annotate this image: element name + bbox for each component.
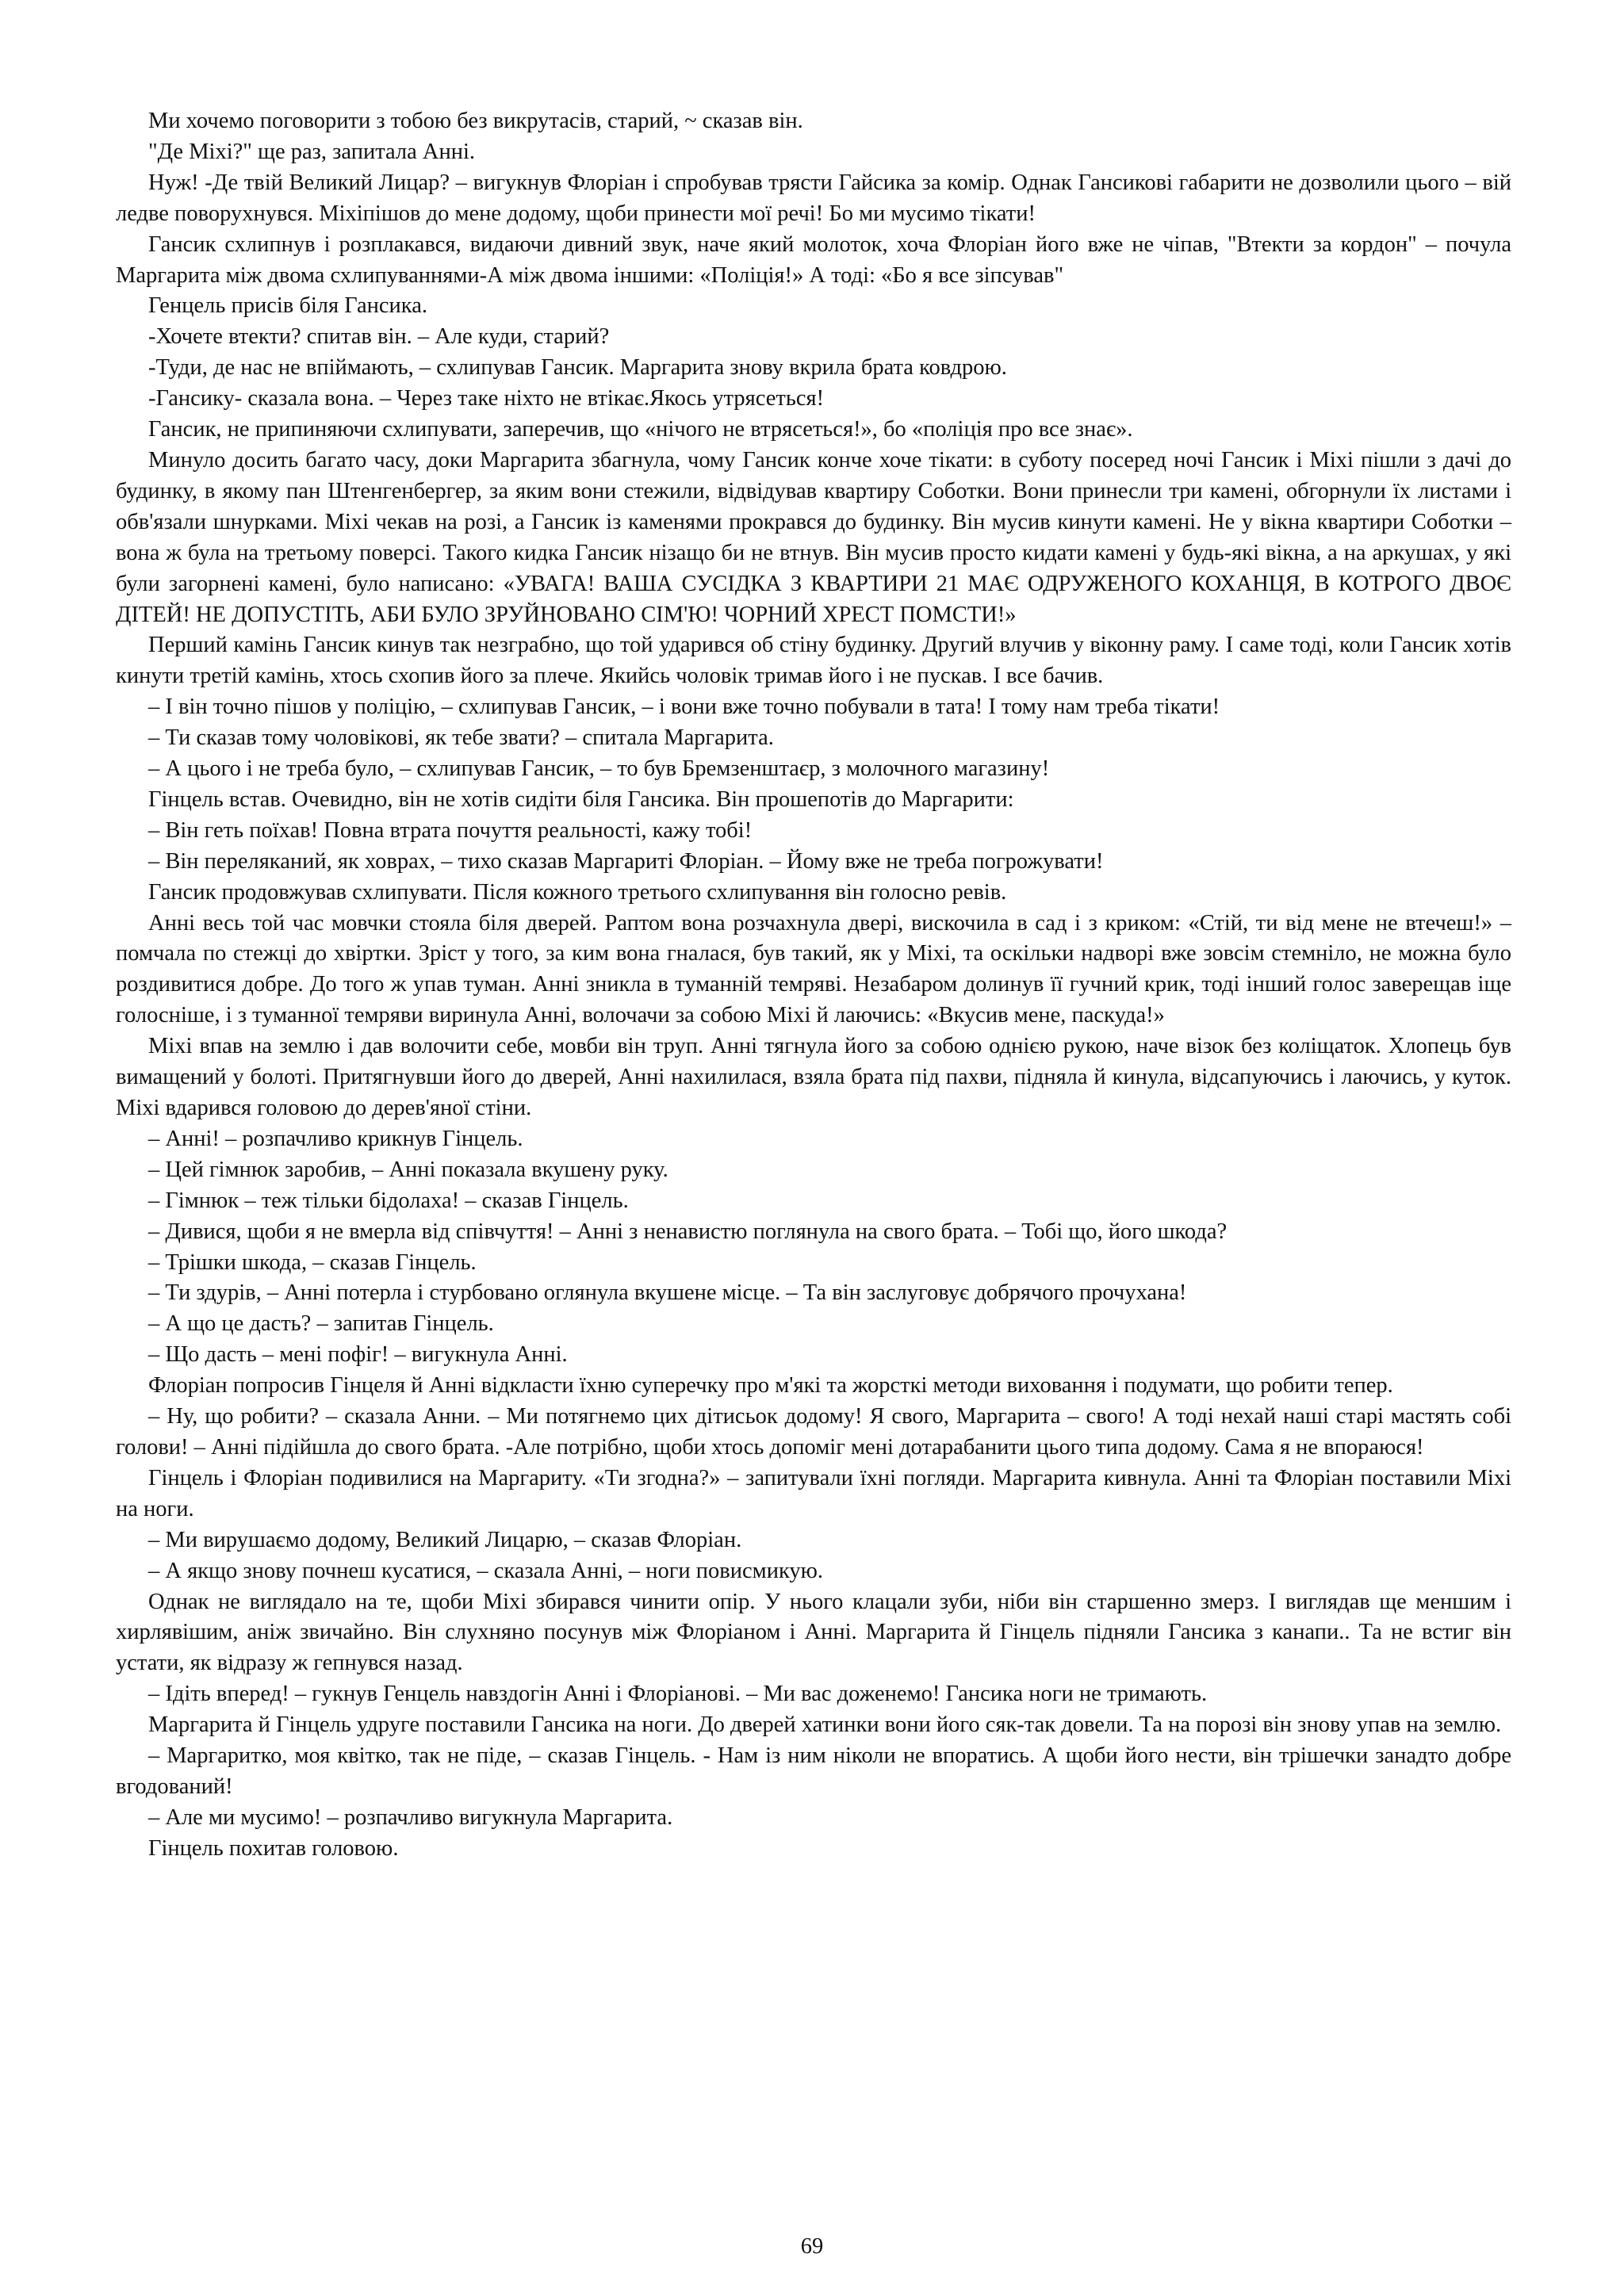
paragraph: Гінцель і Флоріан подивилися на Маргариту. «Ти згодна?» – запитували їхні погляди. Маргарита кивнула. Анні та Флоріан поставили Міхі на ноги.	[116, 1465, 1511, 1521]
paragraph: – Він геть поїхав! Повна втрата почуття реальності, кажу тобі!	[148, 817, 753, 843]
paragraph: – Що дасть – мені пофіг! – вигукнула Анні.	[148, 1342, 568, 1368]
paragraph: Нуж! -Де твій Великий Лицар? – вигукнув Флоріан і спробував трясти Гайсика за комір. Однак Гансикові габарити не дозволили цього – вій ледве поворухнувся. Міхіпішов до мене додому, щоби принести мої речі! Бо ми мусимо тікати!	[116, 170, 1511, 226]
paragraph: – Ти здурів, – Анні потерла і стурбовано оглянула вкушене місце. – Та він заслуговує добрячого прочухана!	[148, 1280, 1187, 1306]
paragraph: – Анні! – розпачливо крикнув Гінцель.	[148, 1126, 523, 1151]
paragraph: – І він точно пішов у поліцію, – схлипував Гансик, – і вони вже точно побували в тата! І тому нам треба тікати!	[148, 695, 1220, 720]
page-number: 69	[800, 2234, 824, 2259]
paragraph: Гінцель похитав головою.	[148, 1835, 399, 1861]
paragraph: – Він переляканий, як ховрах, – тихо сказав Маргариті Флоріан. – Йому вже не треба погрожувати!	[148, 848, 1104, 874]
paragraph: -Гансику- сказала вона. – Через таке ніхто не втікає.Якось утрясеться!	[148, 386, 825, 411]
paragraph: Анні весь той час мовчки стояла біля дверей. Раптом вона розчахнула двері, вискочила в сад і з криком: «Стій, ти від мене не втечеш!» – помчала по стежці до хвіртки. Зріст у того, за ким вона гналася, був такий, як у Міхі, та оскільки надворі вже зовсім стемніло, не можна було роздивитися добре. До того ж упав туман. Анні зникла в туманній темряві. Незабаром долинув її гучний крик, тоді інший голос заверещав іще голосніше, і з туманної темряви виринула Анні, волочачи за собою Міхі й лаючись: «Вкусив мене, паскуда!»	[116, 910, 1511, 1028]
paragraph: – Гімнюк – теж тільки бідолаха! – сказав Гінцель.	[148, 1188, 629, 1213]
paragraph: Гансик схлипнув і розплакався, видаючи дивний звук, наче який молоток, хоча Флоріан його вже не чіпав, "Втекти за кордон" – почула Маргарита між двома схлипуваннями-А між двома іншими: «Поліція!» А тоді: «Бо я все зіпсував"	[116, 232, 1511, 288]
paragraph: Гансик, не припиняючи схлипувати, заперечив, що «нічого не втрясеться!», бо «поліція про все знає».	[148, 417, 1133, 442]
paragraph: – Трішки шкода, – сказав Гінцель.	[148, 1249, 477, 1275]
paragraph: Міхі впав на землю і дав волочити себе, мовби він труп. Анні тягнула його за собою однією рукою, наче візок без коліщаток. Хлопець був вимащений у болоті. Притягнувши його до дверей, Анні нахилилася, взяла брата під пахви, підняла й кинула, відсапуючись і лаючись, у куток. Міхі вдарився головою до дерев'яної стіни.	[116, 1034, 1511, 1120]
paragraph: – Ми вирушаємо додому, Великий Лицарю, – сказав Флоріан.	[148, 1527, 742, 1552]
paragraph: Ми хочемо поговорити з тобою без викрутасів, старий, ~ сказав він.	[148, 109, 803, 133]
paragraph: Генцель присів біля Гансика.	[148, 293, 427, 319]
paragraph: -Туди, де нас не впіймають, – схлипував Гансик. Маргарита знову вкрила брата ковдрою.	[148, 355, 1007, 381]
paragraph: – А цього і не треба було, – схлипував Гансик, – то був Бремзенштаєр, з молочного магазину!	[148, 756, 1050, 782]
paragraph: Минуло досить багато часу, доки Маргарита збагнула, чому Гансик конче хоче тікати: в суботу посеред ночі Гансик і Міхі пішли з дачі до будинку, в якому пан Штенгенбергер, за яким вони стежили, відвідував квартиру Соботки. Вони принесли три камені, обгорнули їх листами і обв'язали шнурками. Міхі чекав на розі, а Гансик із каменями прокрався до будинку. Він мусив кинути камені. Не у вікна квартири Соботки – вона ж була на третьому поверсі. Такого кидка Гансик нізащо би не втнув. Він мусив просто кидати камені у будь-які вікна, а на аркушах, у які були загорнені камені, було написано: «УВАГА! ВАША СУСІДКА З КВАРТИРИ 21 МАЄ ОДРУЖЕНОГО КОХАНЦЯ, В КОТРОГО ДВОЄ ДІТЕЙ! НЕ ДОПУСТІТЬ, АБИ БУЛО ЗРУЙНОВАНО СІМ'Ю! ЧОРНИЙ ХРЕСТ ПОМСТИ!»	[116, 447, 1511, 627]
body-text	[116, 106, 1511, 1865]
paragraph: Перший камінь Гансик кинув так незграбно, що той ударився об стіну будинку. Другий влучив у віконну раму. І саме тоді, коли Гансик хотів кинути третій камінь, хтось схопив його за плече. Якийсь чоловік тримав його і не пускав. І все бачив.	[116, 633, 1511, 689]
paragraph: – Ідіть вперед! – гукнув Генцель навздогін Анні і Флоріанові. – Ми вас доженемо! Гансика ноги не тримають.	[148, 1682, 1208, 1707]
paragraph: – А якщо знову почнеш кусатися, – сказала Анні, – ноги повисмикую.	[148, 1558, 824, 1583]
paragraph: – Ти сказав тому чоловікові, як тебе звати? – спитала Маргарита.	[148, 725, 774, 751]
paragraph: Гінцель встав. Очевидно, він не хотів сидіти біля Гансика. Він прошепотів до Маргарити:	[148, 786, 1014, 812]
paragraph: Флоріан попросив Гінцеля й Анні відкласти їхню суперечку про м'які та жорсткі методи виховання і подумати, що робити тепер.	[148, 1373, 1393, 1399]
paragraph: -Хочете втекти? спитав він. – Але куди, старий?	[148, 324, 610, 350]
paragraph: "Де Міхі?" ще раз, запитала Анні.	[148, 139, 476, 164]
paragraph: Маргарита й Гінцель удруге поставили Гансика на ноги. До дверей хатинки вони його сяк-так довели. Та на порозі він знову упав на землю.	[148, 1712, 1502, 1738]
paragraph: – Але ми мусимо! – розпачливо вигукнула Маргарита.	[148, 1804, 673, 1830]
paragraph: – А що це дасть? – запитав Гінцель.	[148, 1311, 494, 1337]
paragraph: – Цей гімнюк заробив, – Анні показала вкушену руку.	[148, 1157, 668, 1182]
paragraph: Гансик продовжував схлипувати. Після кожного третього схлипування він голосно ревів.	[148, 879, 1007, 905]
paragraph: Однак не виглядало на те, щоби Міхі збирався чинити опір. У нього клацали зуби, ніби він старшенно змерз. І виглядав ще меншим і хирлявішим, аніж звичайно. Він слухняно посунув між Флоріаном і Анні. Маргарита й Гінцель підняли Гансика з канапи.. Та не встиг він устати, як відразу ж гепнувся назад.	[116, 1589, 1511, 1676]
paragraph: – Дивися, щоби я не вмерла від співчуття! – Анні з ненавистю поглянула на свого брата. – Тобі що, його шкода?	[148, 1219, 1228, 1244]
paragraph: – Маргаритко, моя квітко, так не піде, – сказав Гінцель. - Нам із ним ніколи не впоратись. А щоби його нести, він трішечки занадто добре вгодований!	[116, 1743, 1511, 1799]
paragraph: – Ну, що робити? – сказала Анни. – Ми потягнемо цих дітисьок додому! Я свого, Маргарита – свого! А тоді нехай наші старі мастять собі голови! – Анні підійшла до свого брата. -Але потрібно, щоби хтось допоміг мені дотарабанити цього типа додому. Сама я не впораюся!	[116, 1404, 1511, 1460]
